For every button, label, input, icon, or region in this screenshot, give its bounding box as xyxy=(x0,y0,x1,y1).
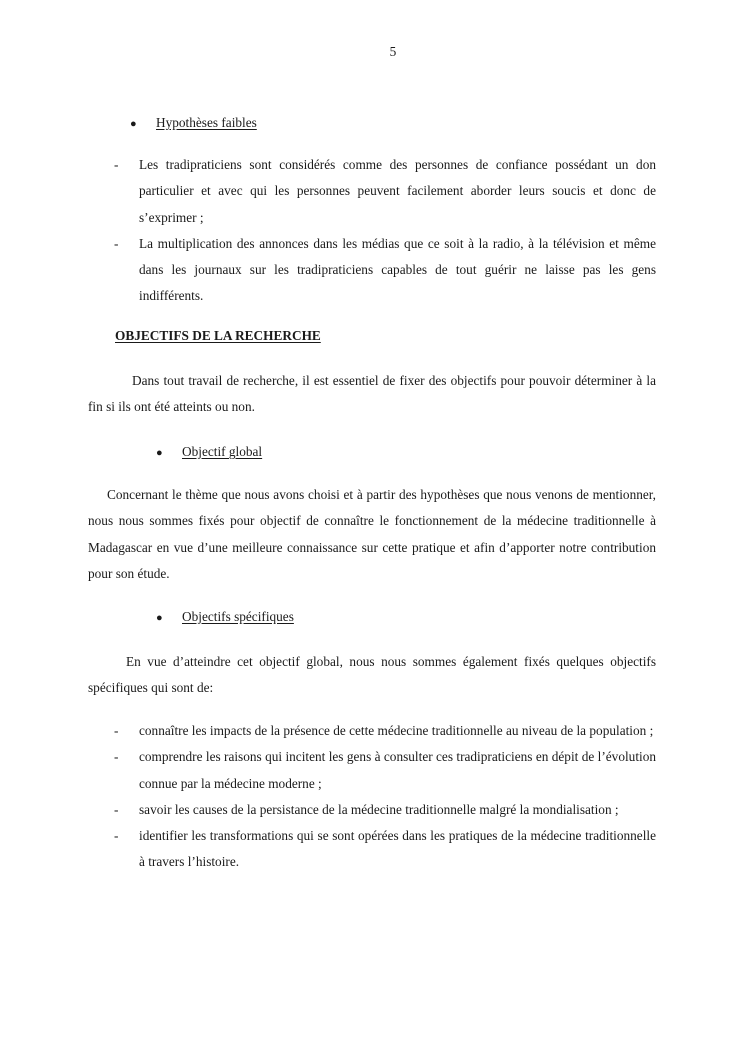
list-item xyxy=(88,718,656,744)
list-item xyxy=(88,152,656,231)
weak-hypotheses-heading xyxy=(130,115,257,131)
specific-objectives-heading-text: Objectifs spécifiques xyxy=(182,609,294,624)
list-item xyxy=(88,231,656,310)
list-item-text: Les tradipraticiens sont considérés comme des personnes de confiance possédant un don particulier et avec qui les personnes peuvent facilement aborder leurs soucis et donc de s’exprimer ; xyxy=(139,157,656,225)
objectives-intro-paragraph: Dans tout travail de recherche, il est essentiel de fixer des objectifs pour pouvoir déterminer à la fin si ils ont été atteints ou non. xyxy=(88,373,656,415)
list-item xyxy=(88,823,656,876)
section-title: OBJECTIFS DE LA RECHERCHE xyxy=(115,328,321,343)
list-item-text: La multiplication des annonces dans les médias que ce soit à la radio, à la télévision et même dans les journaux sur les tradipraticiens capables de tout guérir ne laisse pas les gens indifférents. xyxy=(139,235,656,304)
specific-objectives-intro-paragraph: En vue d’atteindre cet objectif global, nous nous sommes également fixés quelques objectifs spécifiques qui sont de: xyxy=(88,654,656,696)
dash-marker: - xyxy=(114,235,119,251)
dash-marker: - xyxy=(114,828,119,844)
list-item xyxy=(88,744,656,797)
specific-objectives-heading xyxy=(156,609,294,625)
list-item xyxy=(88,797,656,823)
global-objective-heading-text: Objectif global xyxy=(182,444,263,459)
list-item-text: comprendre les raisons qui incitent les gens à consulter ces tradipraticiens en dépit de l’évolution connue par la médecine moderne ; xyxy=(139,749,656,791)
specific-objectives-list xyxy=(88,718,656,876)
bullet-icon: ● xyxy=(156,612,163,624)
bullet-icon: ● xyxy=(156,447,163,459)
list-item-text: identifier les transformations qui se sont opérées dans les pratiques de la médecine traditionnelle à travers l’histoire. xyxy=(139,828,656,870)
global-objective-paragraph: Concernant le thème que nous avons choisi et à partir des hypothèses que nous venons de mentionner, nous nous sommes fixés pour objectif de connaître le fonctionnement de la médecine traditionnelle à Madagascar en vue d’une meilleure connaissance sur cette pratique et afin d’apporter notre contribution pour son étude. xyxy=(88,487,656,581)
list-item-text: savoir les causes de la persistance de la médecine traditionnelle malgré la mondialisation ; xyxy=(139,801,619,817)
weak-hypotheses-list xyxy=(88,152,656,310)
bullet-icon: ● xyxy=(130,118,137,130)
dash-marker: - xyxy=(114,801,119,817)
list-item-text: connaître les impacts de la présence de cette médecine traditionnelle au niveau de la population ; xyxy=(139,723,654,738)
dash-marker: - xyxy=(114,749,119,765)
page-number: 5 xyxy=(389,44,397,59)
dash-marker: - xyxy=(114,723,119,738)
weak-hypotheses-heading-text: Hypothèses faibles xyxy=(156,115,257,130)
dash-marker: - xyxy=(114,157,119,172)
global-objective-heading xyxy=(156,444,262,460)
